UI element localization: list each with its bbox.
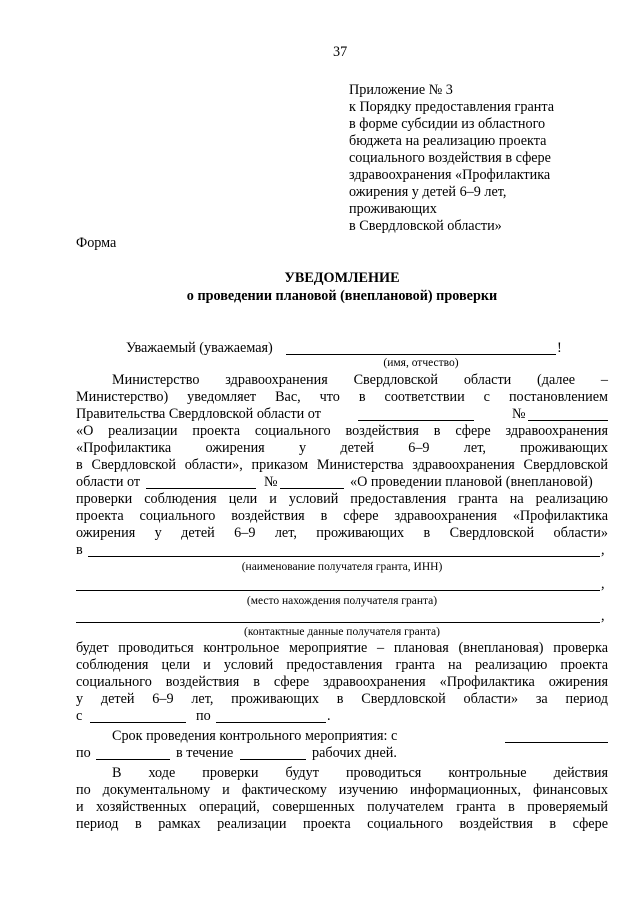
para1-line: проверки соблюдения цели и условий предоставления гранта на реализацию xyxy=(76,491,608,507)
term-during: в течение xyxy=(176,745,234,761)
para4-line: и хозяйственных операций, совершенных получателем гранта в проверяемый xyxy=(76,799,608,815)
term-po: по xyxy=(76,745,91,761)
order-date-line[interactable] xyxy=(146,488,256,489)
para1-line: Правительства Свердловской области от xyxy=(76,406,321,422)
appendix-line: социального воздействия в сфере xyxy=(349,150,551,166)
appendix-line: Приложение № 3 xyxy=(349,82,453,98)
para1-line: проекта социального воздействия в сфере здравоохранения «Профилактика xyxy=(76,508,608,524)
caption-location: (место нахождения получателя гранта) xyxy=(246,595,438,607)
recipient-field-line[interactable] xyxy=(88,556,600,557)
term-days-line[interactable] xyxy=(240,759,306,760)
period-to: по xyxy=(196,708,211,724)
para1-line: «Профилактика ожирения у детей 6–9 лет, проживающих xyxy=(76,440,608,456)
term-start-line[interactable] xyxy=(505,742,608,743)
para1-line: Министерство здравоохранения Свердловской области (далее – xyxy=(112,372,608,388)
period-start-line[interactable] xyxy=(90,722,186,723)
period-end-dot: . xyxy=(327,708,331,724)
name-field-line[interactable] xyxy=(286,354,556,355)
location-field-line[interactable] xyxy=(76,590,600,591)
appendix-line: проживающих xyxy=(349,201,437,217)
para1-line: в xyxy=(76,542,83,558)
contacts-field-line[interactable] xyxy=(76,622,600,623)
number-sign: № xyxy=(512,406,526,422)
para2-line: у детей 6–9 лет, проживающих в Свердловской области» за период xyxy=(76,691,608,707)
para1-line: «О реализации проекта социального воздействия в сфере здравоохранения xyxy=(76,423,608,439)
order-number-line[interactable] xyxy=(280,488,344,489)
caption-contacts: (контактные данные получателя гранта) xyxy=(244,626,440,638)
para1-line: области от xyxy=(76,474,141,490)
comma: , xyxy=(601,542,605,558)
caption-recipient: (наименование получателя гранта, ИНН) xyxy=(241,561,443,573)
page-number: 37 xyxy=(333,44,348,60)
para1-line: в Свердловской области», приказом Министерства здравоохранения Свердловской xyxy=(76,457,608,473)
comma: , xyxy=(601,576,605,592)
para4-line: период в рамках реализации проекта социального воздействия в сфере xyxy=(76,816,608,832)
greeting-exclamation: ! xyxy=(557,340,562,356)
term-days: рабочих дней. xyxy=(312,745,397,761)
period-end-line[interactable] xyxy=(216,722,326,723)
comma: , xyxy=(601,608,605,624)
appendix-line: бюджета на реализацию проекта xyxy=(349,133,547,149)
document-title: УВЕДОМЛЕНИЕ xyxy=(284,270,400,286)
greeting-text: Уважаемый (уважаемая) xyxy=(126,340,273,356)
caption-name: (имя, отчество) xyxy=(383,357,459,369)
para4-line: В ходе проверки будут проводиться контрольные действия xyxy=(112,765,608,781)
para2-line: социального воздействия в сфере здравоохранения «Профилактика ожирения xyxy=(76,674,608,690)
resolution-date-line[interactable] xyxy=(358,420,474,421)
appendix-line: в Свердловской области» xyxy=(349,218,502,234)
form-label: Форма xyxy=(76,235,117,251)
para2-line: будет проводиться контрольное мероприятие – плановая (внеплановая) проверка xyxy=(76,640,608,656)
para1-line: ожирения у детей 6–9 лет, проживающих в Свердловской области» xyxy=(76,525,608,541)
para2-line: соблюдения цели и условий предоставления гранта на реализацию проекта xyxy=(76,657,608,673)
term-line: Срок проведения контрольного мероприятия: с xyxy=(112,728,398,744)
document-subtitle: о проведении плановой (внеплановой) проверки xyxy=(186,288,498,304)
appendix-line: в форме субсидии из областного xyxy=(349,116,546,132)
period-from: с xyxy=(76,708,83,724)
appendix-line: ожирения у детей 6–9 лет, xyxy=(349,184,507,200)
term-end-line[interactable] xyxy=(96,759,170,760)
para1-line: Министерство) уведомляет Вас, что в соответствии с постановлением xyxy=(76,389,608,405)
number-sign: № xyxy=(264,474,278,490)
appendix-line: к Порядку предоставления гранта xyxy=(349,99,554,115)
appendix-line: здравоохранения «Профилактика xyxy=(349,167,551,183)
resolution-number-line[interactable] xyxy=(528,420,608,421)
para4-line: по документальному и фактическому изучению информационных, финансовых xyxy=(76,782,608,798)
para1-line: «О проведении плановой (внеплановой) xyxy=(350,474,593,490)
